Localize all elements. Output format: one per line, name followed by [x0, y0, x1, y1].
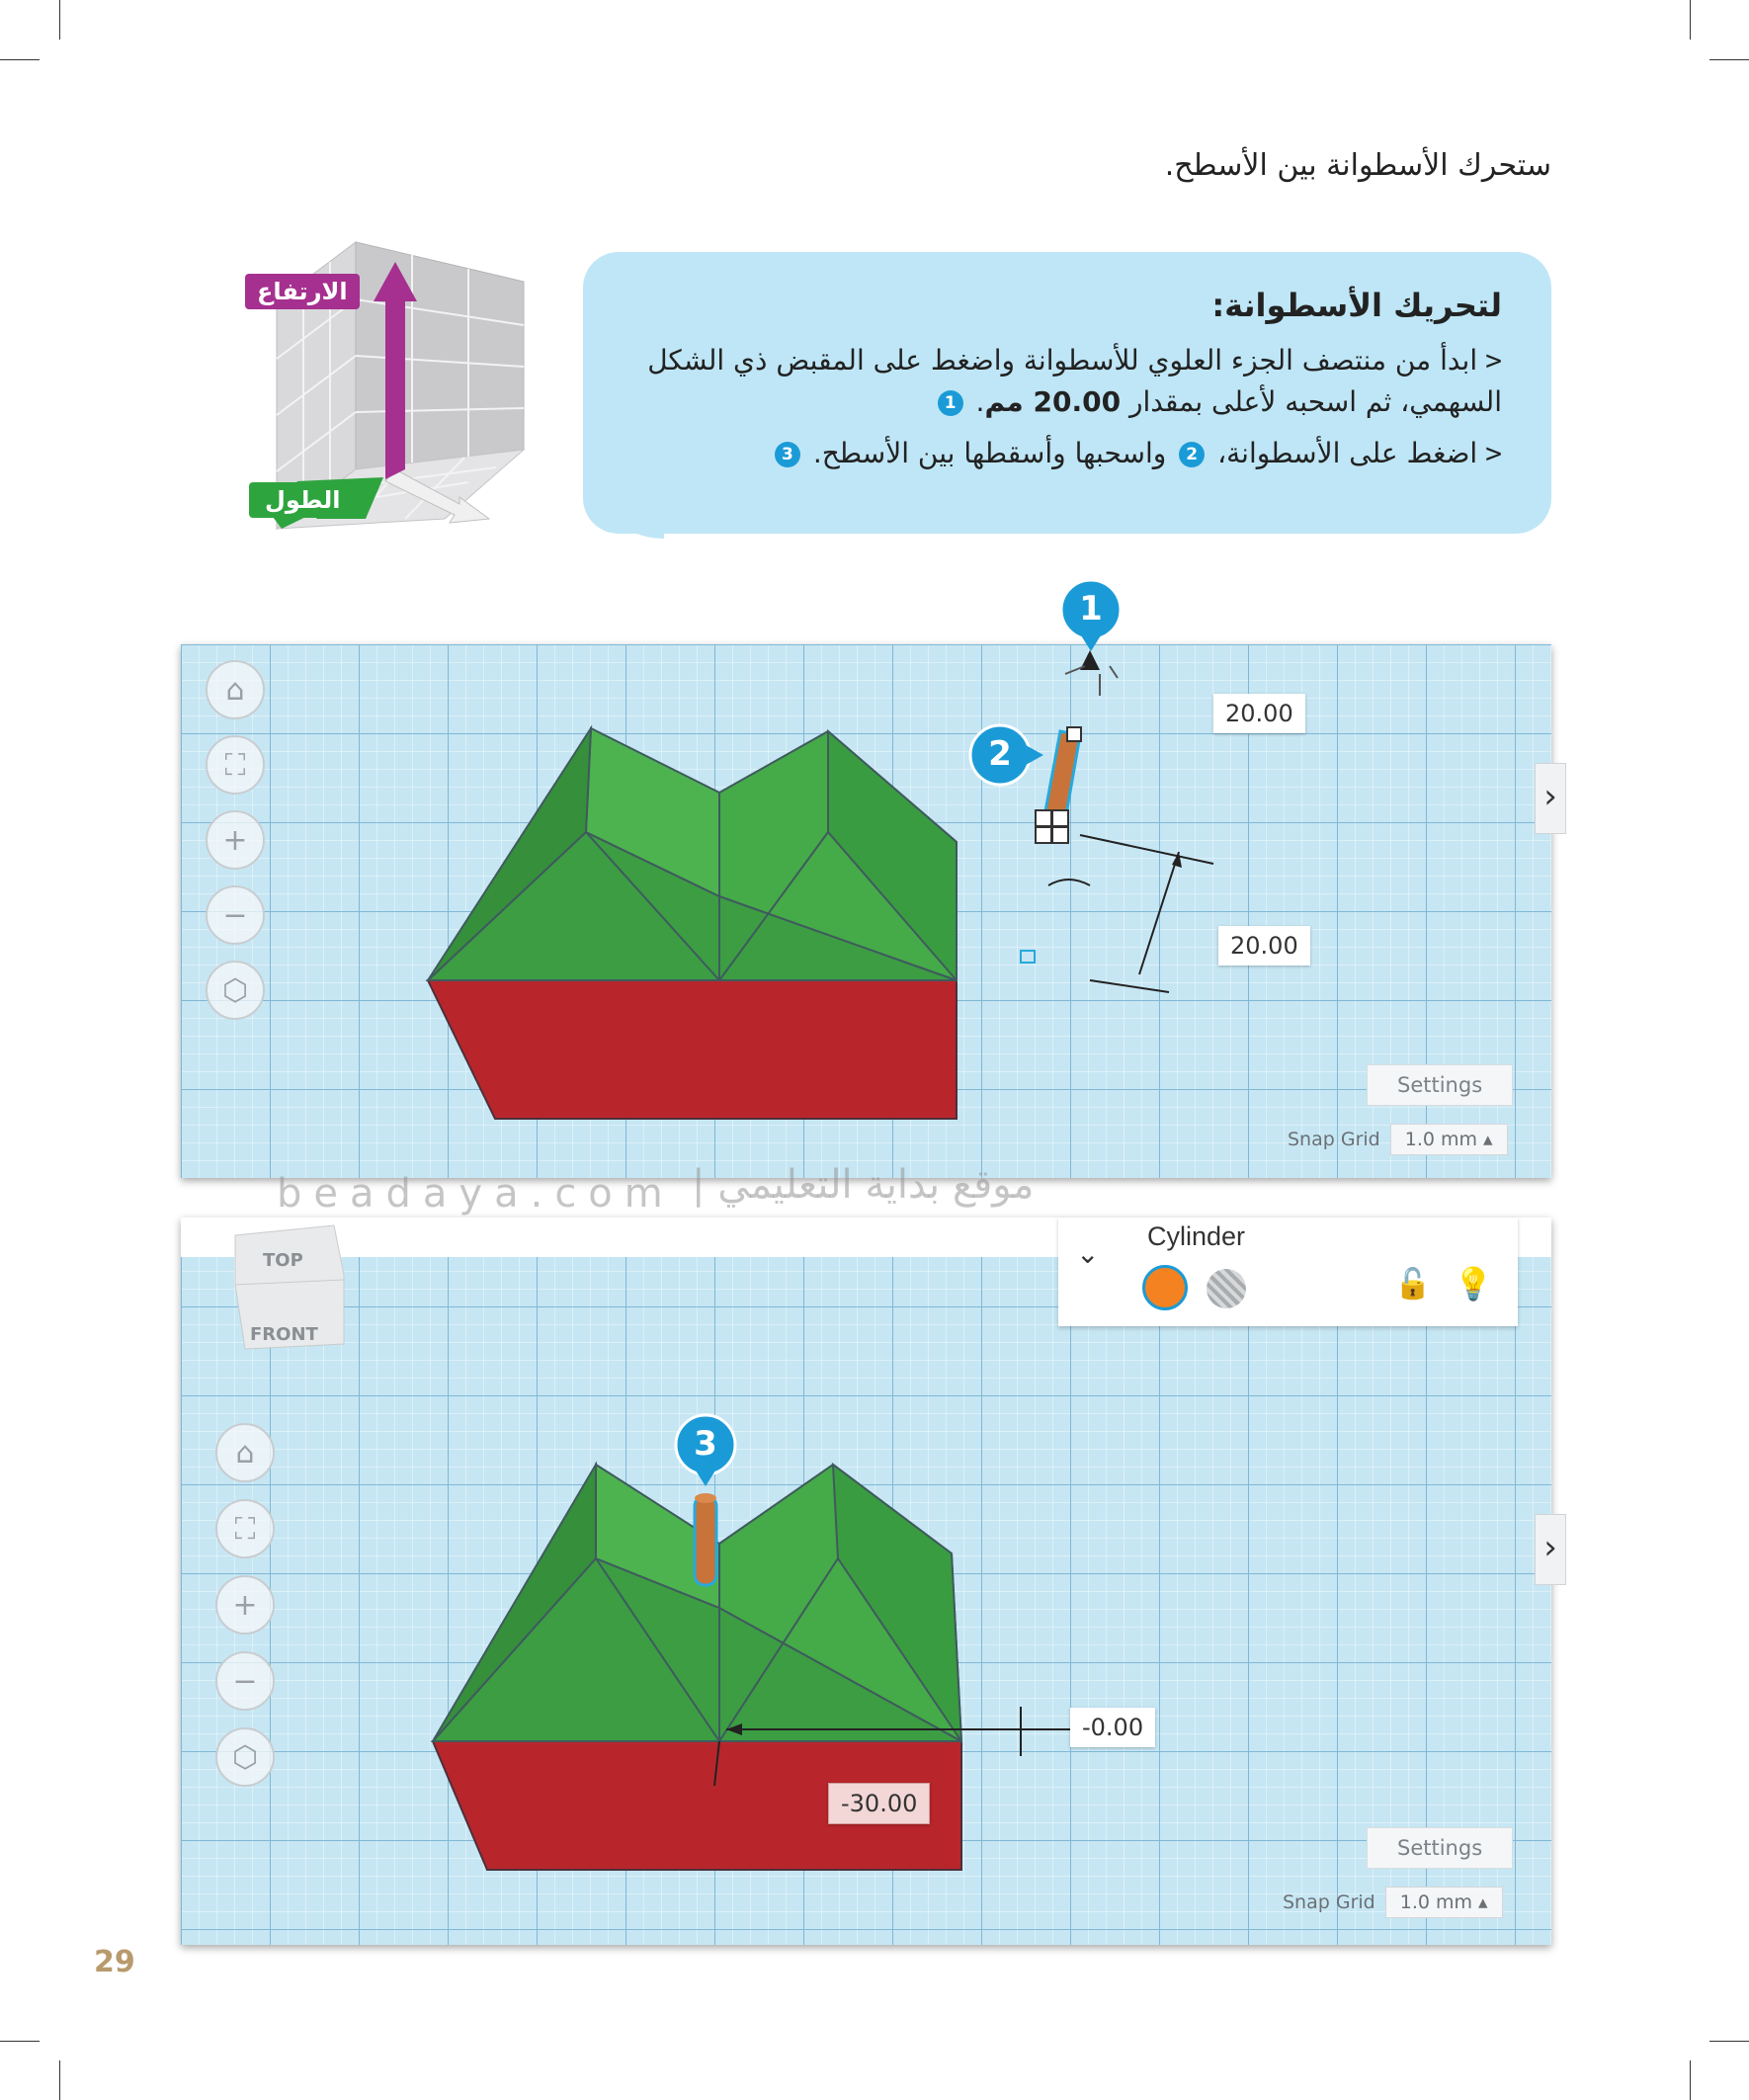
zoom-out-button[interactable]: −	[215, 1651, 275, 1711]
view-cube-top-label[interactable]: TOP	[263, 1250, 303, 1271]
instruction-content	[632, 287, 1502, 474]
y-value-box[interactable]: -30.00	[828, 1783, 930, 1824]
instruction-step-2	[632, 433, 1502, 474]
workplane-view-1[interactable]	[181, 644, 1557, 1178]
crop-mark	[1690, 0, 1691, 40]
shape-properties-panel	[1058, 1218, 1518, 1326]
fit-view-button[interactable]: ⛶	[215, 1499, 275, 1558]
step-2-text-a: اضغط على الأسطوانة،	[1217, 437, 1478, 469]
settings-button[interactable]: Settings	[1367, 1064, 1513, 1106]
watermark-arabic: موقع بداية التعليمي |	[692, 1162, 1035, 1208]
step-1-text: ابدأ من منتصف الجزء العلوي للأسطوانة واضغط على المقبض ذي الشكل السهمي، ثم اسحبه لأعلى بمقدار	[647, 344, 1502, 418]
step-badge: 3	[775, 442, 800, 467]
step-marker-1-label: 1	[1079, 589, 1103, 629]
step-badge: 2	[1179, 442, 1205, 467]
bullet-marker-icon: <	[1485, 437, 1502, 469]
workplane-grid	[181, 644, 1551, 1178]
perspective-button[interactable]: ⬡	[206, 961, 265, 1020]
intro-text: ستحرك الأسطوانة بين الأسطح.	[1164, 148, 1551, 183]
length-axis-label: الطول	[249, 482, 357, 518]
crop-mark	[1709, 59, 1749, 60]
step-badge: 1	[938, 390, 963, 416]
perspective-button[interactable]: ⬡	[215, 1727, 275, 1787]
x-value-box[interactable]: -0.00	[1070, 1708, 1155, 1747]
chevron-right-icon[interactable]: ›	[1535, 763, 1566, 834]
watermark-latin: beadaya.com	[277, 1171, 675, 1217]
snap-grid-label: Snap Grid	[1288, 1129, 1380, 1150]
instruction-callout	[583, 252, 1551, 534]
step-marker-1	[1059, 578, 1123, 641]
instruction-title: لتحريك الأسطوانة:	[1211, 287, 1502, 324]
home-view-button[interactable]: ⌂	[215, 1423, 275, 1482]
instruction-step-1: <ابدأ من منتصف الجزء العلوي للأسطوانة واضغط على المقبض ذي الشكل السهمي، ثم اسحبه لأعلى بمقدار 20.00 مم. 1	[647, 344, 1502, 418]
snap-grid-control[interactable]	[1283, 1887, 1503, 1918]
step-marker-3-label: 3	[694, 1424, 717, 1464]
workplane-grid	[181, 1218, 1551, 1945]
crop-mark	[0, 59, 40, 60]
crop-mark	[59, 0, 60, 40]
zoom-in-button[interactable]: +	[206, 810, 265, 870]
step-marker-2-label: 2	[988, 734, 1012, 774]
collapse-chevron-icon[interactable]: ⌄	[1076, 1237, 1100, 1270]
snap-grid-value[interactable]: 1.0 mm ▴	[1385, 1887, 1503, 1918]
crop-mark	[59, 2060, 60, 2100]
fit-view-button[interactable]: ⛶	[206, 735, 265, 795]
hole-swatch[interactable]	[1207, 1269, 1246, 1308]
zoom-in-button[interactable]: +	[215, 1575, 275, 1635]
unlock-icon[interactable]: 🔓	[1394, 1267, 1432, 1302]
elevation-value-box[interactable]: 20.00	[1218, 926, 1310, 966]
chevron-right-icon[interactable]: ›	[1535, 1514, 1566, 1585]
step-1-value: 20.00 مم	[984, 385, 1122, 418]
zoom-out-button[interactable]: −	[206, 885, 265, 945]
step-2-text-b: واسحبها وأسقطها بين الأسطح.	[812, 437, 1167, 469]
axis-diagram	[247, 222, 543, 539]
crop-mark	[1690, 2060, 1691, 2100]
height-value-box[interactable]: 20.00	[1213, 694, 1305, 733]
crop-mark	[1709, 2041, 1749, 2042]
snap-grid-control[interactable]	[1288, 1124, 1508, 1155]
step-marker-3	[674, 1413, 737, 1476]
workplane-view-2[interactable]	[181, 1218, 1557, 1945]
lightbulb-icon[interactable]: 💡	[1454, 1265, 1493, 1302]
snap-grid-label: Snap Grid	[1283, 1891, 1375, 1913]
crop-mark	[0, 2041, 40, 2042]
bullet-marker-icon: <	[1485, 344, 1502, 377]
solid-color-swatch[interactable]	[1142, 1265, 1188, 1310]
snap-grid-value[interactable]: 1.0 mm ▴	[1390, 1124, 1508, 1155]
step-marker-2	[968, 723, 1032, 787]
height-axis-label: الارتفاع	[245, 274, 360, 309]
home-view-button[interactable]: ⌂	[206, 660, 265, 719]
cylinder-shape[interactable]	[695, 1493, 716, 1585]
view-cube-front-label[interactable]: FRONT	[250, 1324, 318, 1345]
shape-name: Cylinder	[1147, 1221, 1246, 1251]
page-number: 29	[94, 1945, 135, 1979]
settings-button[interactable]: Settings	[1367, 1827, 1513, 1869]
